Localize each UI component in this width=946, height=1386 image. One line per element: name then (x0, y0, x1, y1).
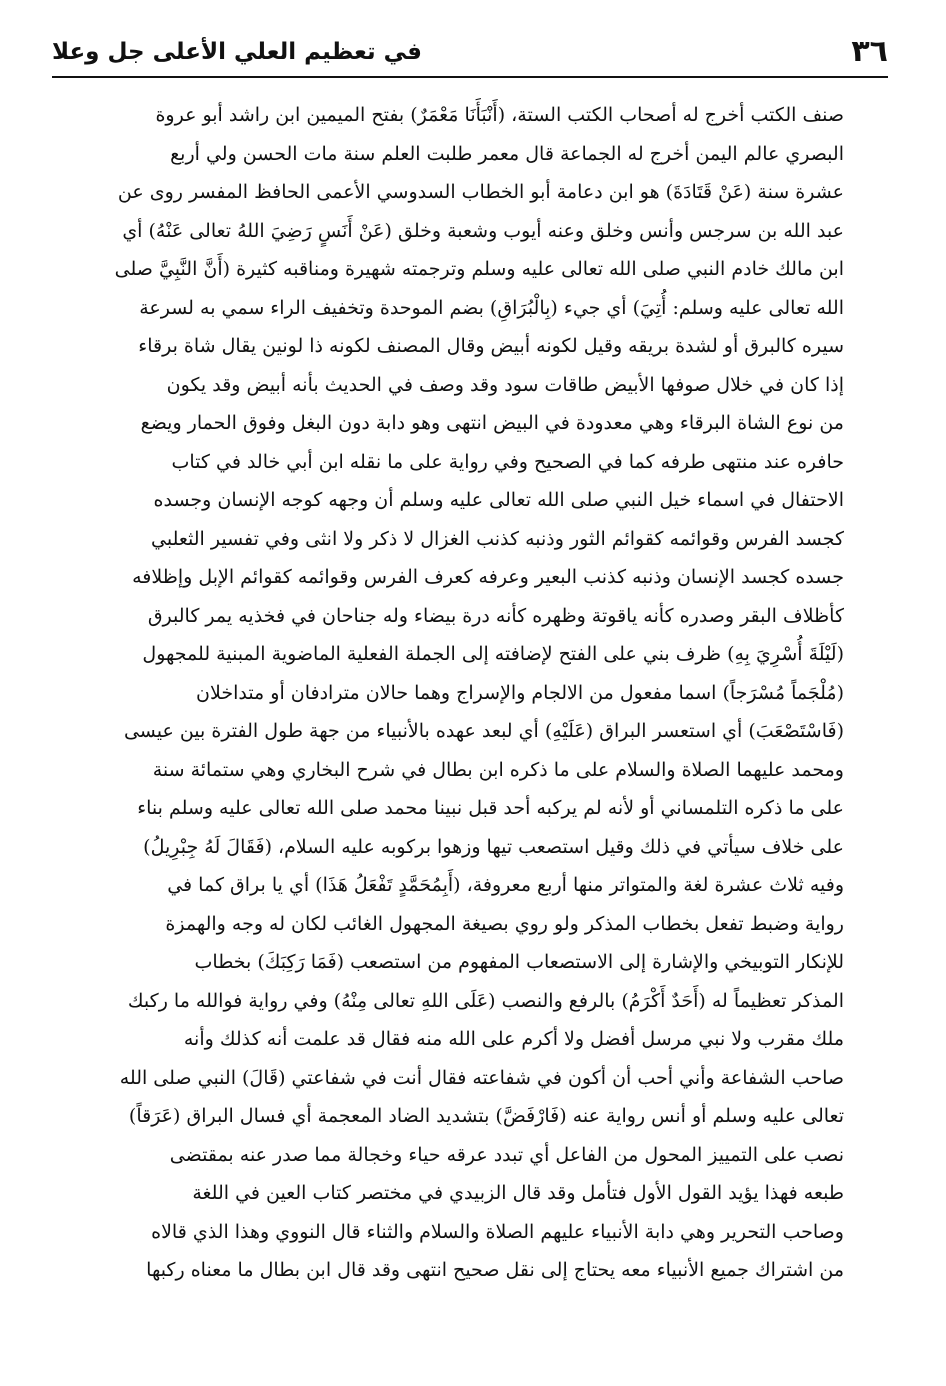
text-line: وفيه ثلاث عشرة لغة والمتواتر منها أربع معروفة، (أَبِمُحَمَّدٍ تَفْعَلُ هَذَا) أي يا براق كما في (167, 874, 844, 896)
text-line: كأظلاف البقر وصدره كأنه ياقوتة وظهره كأنه درة بيضاء وله جناحان في فخذيه يمر كالبرق (147, 604, 844, 627)
running-title: في تعظيم العلي الأعلى جل وعلا (52, 39, 422, 65)
text-line: ملك مقرب ولا نبي مرسل أفضل ولا أكرم على الله منه فقال قد علمت أنه كذلك وأنه (183, 1028, 844, 1050)
text-line: رواية وضبط تفعل بخطاب المذكر ولو روي بصيغة المجهول الغائب لكان له وجه والهمزة (165, 912, 844, 935)
text-line: البصري عالم اليمن أخرج له الجماعة قال معمر طلبت العلم سنة مات الحسن ولي أربع (170, 142, 844, 165)
text-line: جسده كجسد الإنسان وذنبه كذنب البعير وعرفه كعرف الفرس وقوائمه كقوائم الإبل وإظلافه (132, 566, 844, 588)
text-line: ابن مالك خادم النبي صلى الله تعالى عليه وسلم وترجمته شهيرة ومناقبه كثيرة (أَنَّ النَّبِيَّ صلى (114, 258, 844, 280)
text-line: (فَاسْتَصْعَبَ) أي استعسر البراق (عَلَيْهِ) أي لبعد عهده بالأنبياء من جهة طول الفترة بين عيسى (123, 720, 844, 742)
text-line: (لَيْلَةَ أُسْرِيَ بِهِ) ظرف بني على الفتح لإضافته إلى الجملة الفعلية الماضوية المبنية للمجهول (142, 643, 844, 665)
header-divider (52, 76, 888, 78)
text-line: صاحب الشفاعة وأني أحب أن أكون في شفاعته فقال أنت في شفاعتي (قَالَ) النبي صلى الله (119, 1066, 844, 1089)
text-line: من نوع الشاة البرقاء وهي معدودة في البيض انتهى وهو دابة دون البغل وفوق الحمار ويضع (140, 412, 844, 434)
text-line: على خلاف سيأتي في ذلك وقيل استصعب تيها وزهوا بركوبه عليه السلام، (فَقَالَ لَهُ جِبْرِيلُ) (143, 835, 844, 858)
text-line: إذا كان في خلال صوفها الأبيض طاقات سود وقد وصف في الحديث بأنه أبيض وقد يكون (166, 373, 844, 396)
text-line: وصاحب التحرير وهي دابة الأنبياء عليهم الصلاة والسلام والثناء قال النووي وهذا الذي قالاه (151, 1220, 844, 1243)
text-line: ومحمد عليهما الصلاة والسلام على ما ذكره ابن بطال في شرح البخاري وهي ستمائة سنة (152, 758, 844, 781)
text-line: عشرة سنة (عَنْ قَتَادَةَ) هو ابن دعامة أبو الخطاب السدوسي الأعمى الحافظ المفسر روى عن (117, 181, 844, 203)
text-line: على ما ذكره التلمساني أو لأنه لم يركبه أحد قبل نبينا محمد صلى الله تعالى عليه وسلم بناء (137, 797, 844, 819)
text-line: تعالى عليه وسلم أو أنس رواية عنه (فَارْفَضَّ) بتشديد الضاد المعجمة أي فسال البراق (عَرَقاً) (128, 1105, 844, 1127)
text-line: حافره عند منتهى طرفه كما في الصحيح وفي رواية على ما نقله ابن أبي خالد في كتاب (171, 450, 844, 473)
text-line: (مُلْجَماً مُسْرَجاً) اسما مفعول من الالجام والإسراج وهما حالان مترادفان أو متداخلان (196, 681, 844, 704)
text-line: سيره كالبرق أو لشدة بريقه وقيل لكونه أبيض وقال المصنف لكونه ذا لونين يقال شاة برقاء (138, 335, 844, 357)
body-text (70, 96, 844, 1346)
text-line: للإنكار التوبيخي والإشارة إلى الاستصعاب المفهوم من استصعب (فَمَا رَكِبَكَ) بخطاب (194, 951, 844, 973)
text-line: صنف الكتب أخرج له أصحاب الكتب الستة، (أَنْبَأَنَا مَعْمَرٌ) بفتح الميمين ابن راشد أبو عروة (155, 104, 844, 126)
text-line: المذكر تعظيماً له (أَحَدٌ أَكْرَمُ) بالرفع والنصب (عَلَى اللهِ تعالى مِنْهُ) وفي رواية فوالله ما ركبك (127, 989, 844, 1012)
text-line: طبعه فهذا يؤيد القول الأول فتأمل وقد قال الزبيدي في مختصر كتاب العين في اللغة (192, 1182, 844, 1204)
text-line: كجسد الفرس وقوائمه كقوائم الثور وذنبه كذنب الغزال لا ذكر ولا انثى وفي تفسير الثعلبي (151, 527, 844, 550)
text-line: الاحتفال في اسماء خيل النبي صلى الله تعالى عليه وسلم أن وجهه كوجه الإنسان وجسده (153, 489, 844, 511)
text-line: عبد الله بن سرجس وأنس وخلق وعنه أيوب وشعبة وخلق (عَنْ أَنَسٍ رَضِيَ اللهُ تعالى عَنْهُ) أي (122, 219, 844, 242)
text-line: من اشتراك جميع الأنبياء معه يحتاج إلى نقل صحيح انتهى وقد قال ابن بطال ما معناه ركبها (146, 1259, 844, 1281)
text-line: نصب على التمييز المحول من الفاعل أي تبدد عرقه حياء وخجالة مما صدر عنه بمقتضى (169, 1143, 844, 1166)
text-line: الله تعالى عليه وسلم: أُتِيَ) أي جيء (بِالْبُرَاقِ) بضم الموحدة وتخفيف الراء سمي به لسرعة (139, 296, 844, 319)
page-header (52, 28, 888, 72)
page-number: ٣٦ (851, 34, 888, 69)
